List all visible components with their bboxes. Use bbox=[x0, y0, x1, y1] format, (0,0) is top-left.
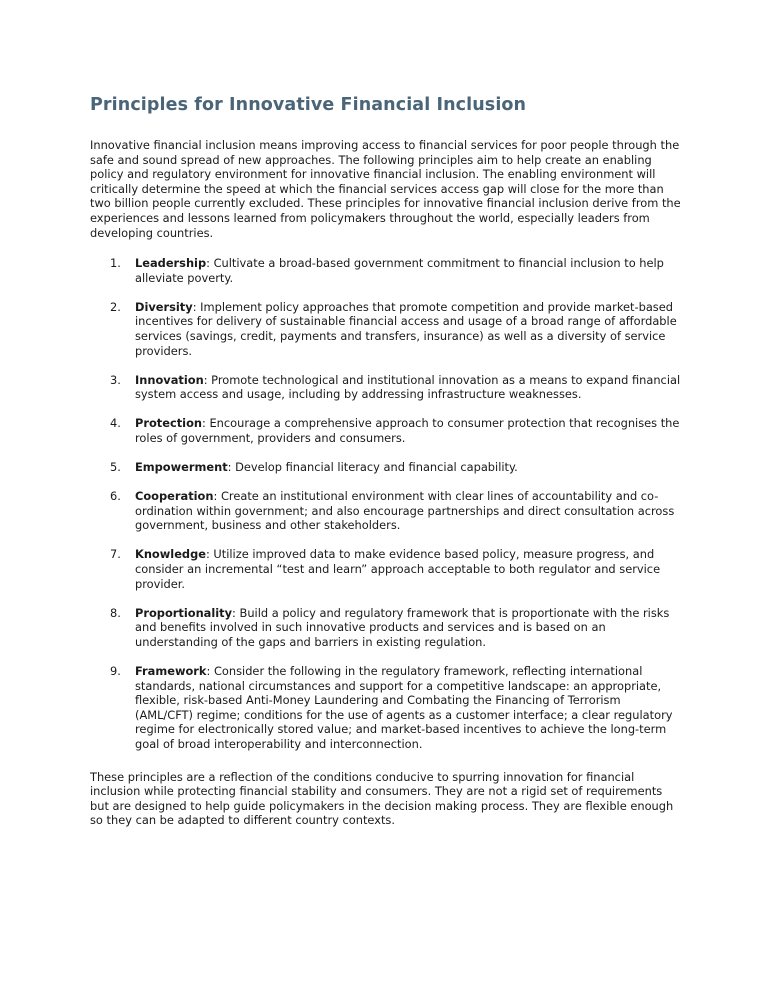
principle-protection bbox=[90, 416, 682, 445]
principle-term: Framework bbox=[135, 664, 207, 679]
principle-number: 7. bbox=[110, 547, 121, 562]
principle-term: Diversity bbox=[135, 299, 193, 314]
principle-term: Proportionality bbox=[135, 605, 233, 620]
principle-innovation bbox=[90, 373, 682, 402]
principle-number: 5. bbox=[110, 460, 121, 475]
principle-empowerment bbox=[90, 460, 682, 475]
principle-term: Leadership bbox=[135, 256, 207, 271]
principle-cooperation bbox=[90, 489, 682, 533]
principle-framework bbox=[90, 664, 682, 752]
principle-text: : Promote technological and institutional innovation as a means to expand financial system access and usage, including by addressing infrastructure weaknesses. bbox=[135, 372, 681, 402]
principle-leadership bbox=[90, 256, 682, 285]
principle-text: : Develop financial literacy and financial capability. bbox=[227, 460, 518, 475]
principles-list bbox=[90, 256, 682, 751]
principle-number: 6. bbox=[110, 489, 121, 504]
principle-number: 2. bbox=[110, 299, 121, 314]
principle-term: Empowerment bbox=[135, 460, 228, 475]
principle-number: 1. bbox=[110, 256, 121, 271]
principle-number: 4. bbox=[110, 416, 121, 431]
principle-number: 9. bbox=[110, 664, 121, 679]
principle-text: : Encourage a comprehensive approach to consumer protection that recognises the roles of government, providers and consumers. bbox=[135, 416, 680, 445]
principle-term: Protection bbox=[135, 416, 202, 431]
principle-number: 8. bbox=[110, 605, 121, 620]
principle-text: : Implement policy approaches that promote competition and provide market-based incentives for delivery of sustainable financial access and usage of a broad range of affordable services (savings, credit, payments and transfers, insurance) as well as a diversity of service providers. bbox=[135, 299, 677, 358]
principle-text: : Build a policy and regulatory framework that is proportionate with the risks and benefits involved in such innovative products and services and is based on an understanding of the gaps and barriers in existing regulation. bbox=[135, 605, 670, 649]
document-title: Principles for Innovative Financial Inclusion bbox=[90, 95, 527, 115]
principle-term: Innovation bbox=[135, 372, 204, 387]
principle-term: Cooperation bbox=[135, 489, 214, 504]
principle-number: 3. bbox=[110, 372, 121, 387]
document-page bbox=[90, 94, 682, 828]
principle-term: Knowledge bbox=[135, 547, 206, 562]
principle-text: : Consider the following in the regulatory framework, reflecting international standards, national circumstances and support for a competitive landscape: an appropriate, flexible, risk-based Anti-Money Laundering and Combating the Financing of Terrorism (AML/CFT) regime; conditions for the use of agents as a customer interface; a clear regulatory regime for electronically stored value; and market-based incentives to achieve the long-term goal of broad interoperability and interconnection. bbox=[135, 664, 673, 751]
principle-text: : Utilize improved data to make evidence based policy, measure progress, and consider an incremental “test and learn” approach acceptable to both regulator and service provider. bbox=[135, 547, 661, 591]
principle-diversity bbox=[90, 300, 682, 358]
principle-text: : Create an institutional environment with clear lines of accountability and co-ordination within government; and also encourage partnerships and direct consultation across government, business and other stakeholders. bbox=[135, 489, 675, 533]
principle-proportionality bbox=[90, 606, 682, 650]
closing-paragraph: These principles are a reflection of the conditions conducive to spurring innovation for financial inclusion while protecting financial stability and consumers. They are not a rigid set of requirements but are designed to help guide policymakers in the decision making process. They are flexible enough so they can be adapted to different country contexts. bbox=[90, 769, 674, 828]
principle-knowledge bbox=[90, 547, 682, 591]
intro-paragraph: Innovative financial inclusion means improving access to financial services for poor people through the safe and sound spread of new approaches. The following principles aim to help create an enabling policy and regulatory environment for innovative financial inclusion. The enabling environment will critically determine the speed at which the financial services access gap will close for the more than two billion people currently excluded. These principles for innovative financial inclusion derive from the experiences and lessons learned from policymakers throughout the world, especially leaders from developing countries. bbox=[90, 138, 681, 240]
principle-text: : Cultivate a broad-based government commitment to financial inclusion to help alleviate poverty. bbox=[135, 256, 664, 285]
